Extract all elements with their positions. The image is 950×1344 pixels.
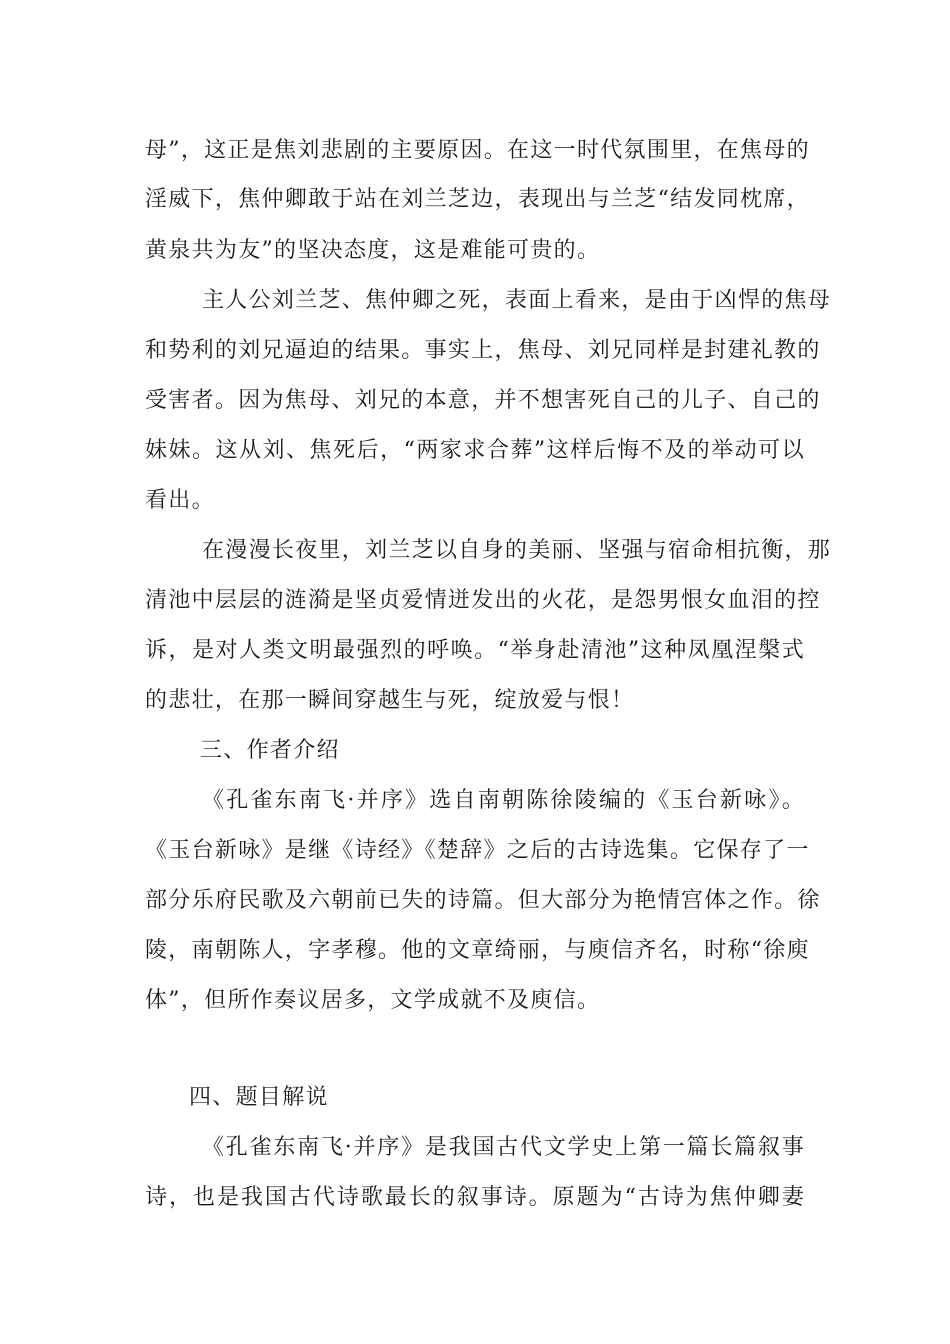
paragraph-line: 诗，也是我国古代诗歌最长的叙事诗。原题为“古诗为焦仲卿妻 <box>145 1185 805 1210</box>
paragraph-line: 《玉台新咏》是继《诗经》《楚辞》之后的古诗选集。它保存了一 <box>145 838 810 863</box>
paragraph-line: 母”，这正是焦刘悲剧的主要原因。在这一时代氛围里，在焦母的 <box>145 138 810 163</box>
paragraph-line: 的悲壮，在那一瞬间穿越生与死，绽放爱与恨！ <box>145 688 635 713</box>
section-heading-title: 四、题目解说 <box>189 1085 329 1110</box>
paragraph-line: 诉，是对人类文明最强烈的呼唤。“举身赴清池”这种凤凰涅槃式 <box>145 638 805 663</box>
paragraph-line: 《孔雀东南飞·并序》选自南朝陈徐陵编的《玉台新咏》。 <box>202 788 805 813</box>
paragraph-line: 在漫漫长夜里，刘兰芝以自身的美丽、坚强与宿命相抗衡，那 <box>202 538 832 563</box>
paragraph-line: 看出。 <box>145 488 215 513</box>
paragraph-line: 清池中层层的涟漪是坚贞爱情迸发出的火花，是怨男恨女血泪的控 <box>145 588 821 613</box>
paragraph-line: 《孔雀东南飞·并序》是我国古代文学史上第一篇长篇叙事 <box>202 1135 805 1160</box>
paragraph-line: 体”，但所作奏议居多，文学成就不及庾信。 <box>145 988 601 1013</box>
paragraph-line: 受害者。因为焦母、刘兄的本意，并不想害死自己的儿子、自己的 <box>145 388 821 413</box>
paragraph-line: 陵，南朝陈人，字孝穆。他的文章绮丽，与庾信齐名，时称“徐庾 <box>145 938 810 963</box>
paragraph-line: 主人公刘兰芝、焦仲卿之死，表面上看来，是由于凶悍的焦母 <box>202 288 832 313</box>
paragraph-line: 和势利的刘兄逼迫的结果。事实上，焦母、刘兄同样是封建礼教的 <box>145 338 821 363</box>
section-heading-author: 三、作者介绍 <box>200 738 340 763</box>
paragraph-line: 妹妹。这从刘、焦死后，“两家求合葬”这样后悔不及的举动可以 <box>145 438 805 463</box>
paragraph-line: 淫威下，焦仲卿敢于站在刘兰芝边，表现出与兰芝“结发同枕席， <box>145 187 810 212</box>
paragraph-line: 黄泉共为友”的坚决态度，这是难能可贵的。 <box>145 238 601 263</box>
paragraph-line: 部分乐府民歌及六朝前已失的诗篇。但大部分为艳情宫体之作。徐 <box>145 888 821 913</box>
